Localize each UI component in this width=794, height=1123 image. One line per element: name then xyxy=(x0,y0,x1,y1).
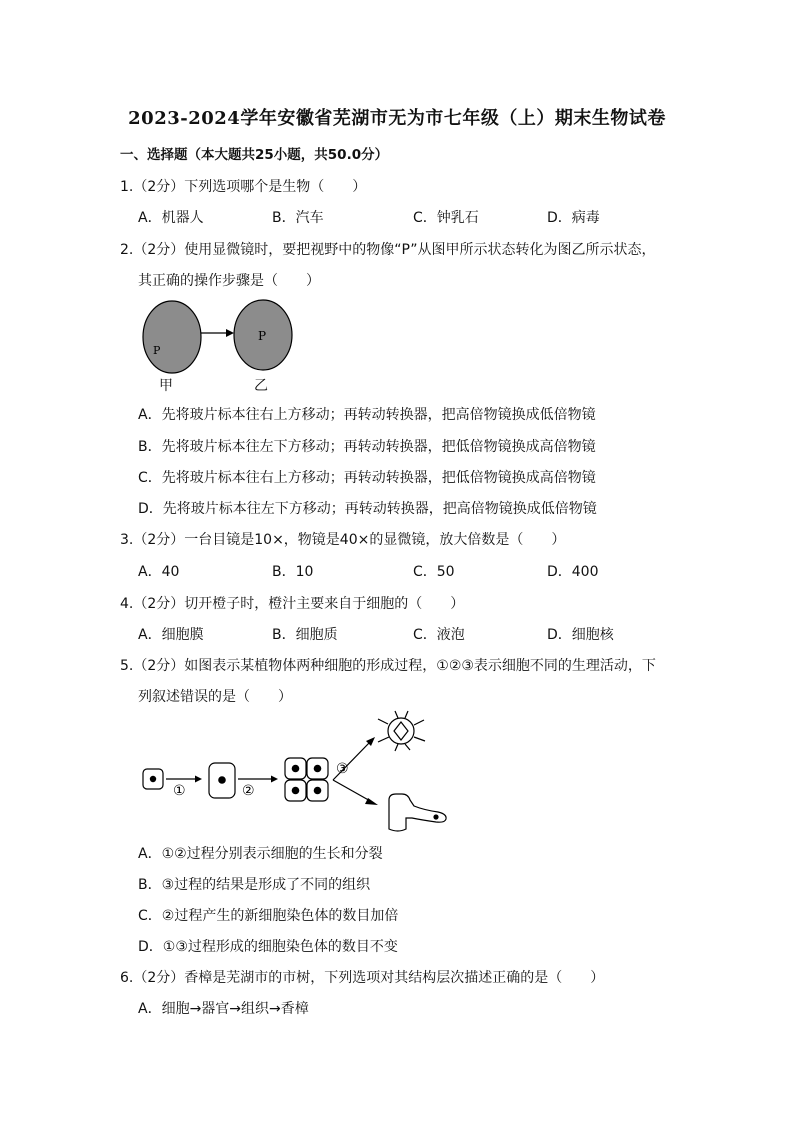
question-2-stem-line2: 其正确的操作步骤是（ ） xyxy=(138,273,320,289)
q4-option-b: B．细胞质 xyxy=(272,627,338,643)
root-hair-cell-nucleus xyxy=(433,814,438,819)
question-4-stem: 4.（2分）切开橙子时，橙汁主要来自于细胞的（ ） xyxy=(120,596,465,612)
q1-option-d: D．病毒 xyxy=(547,210,600,226)
section-heading: 一、选择题（本大题共25小题，共50.0分） xyxy=(120,147,389,163)
q2-option-d: D．先将玻片标本往左下方移动；再转动转换器，把高倍物镜换成低倍物镜 xyxy=(138,501,597,517)
q3-option-a: A．40 xyxy=(138,564,180,580)
q4-option-a: A．细胞膜 xyxy=(138,627,204,643)
question-2-stem-line1: 2.（2分）使用显微镜时，要把视野中的物像“P”从图甲所示状态转化为图乙所示状态， xyxy=(120,242,656,258)
q5-option-d: D．①③过程形成的细胞染色体的数目不变 xyxy=(138,939,398,955)
letter-p-yi: P xyxy=(258,329,267,343)
caption-yi: 乙 xyxy=(254,378,268,394)
q3-option-b: B．10 xyxy=(272,564,314,580)
question-5-stem-line1: 5.（2分）如图表示某植物体两种细胞的形成过程，①②③表示细胞不同的生理活动，下 xyxy=(120,658,656,674)
label-process-2: ② xyxy=(242,783,255,799)
question-5-stem-line2: 列叙述错误的是（ ） xyxy=(138,689,292,705)
q4-option-c: C．液泡 xyxy=(413,627,465,643)
exam-title: 2023-2024学年安徽省芜湖市无为市七年级（上）期末生物试卷 xyxy=(128,108,666,129)
cell-formation-figure xyxy=(140,710,460,835)
q5-option-a: A．①②过程分别表示细胞的生长和分裂 xyxy=(138,846,383,862)
q3-option-c: C．50 xyxy=(413,564,455,580)
q1-option-c: C．钟乳石 xyxy=(413,210,479,226)
view-jia-circle xyxy=(143,301,201,373)
question-1-stem: 1.（2分）下列选项哪个是生物（ ） xyxy=(120,179,367,195)
grown-cell-nucleus xyxy=(218,776,226,784)
q2-option-b: B．先将玻片标本往左下方移动；再转动转换器，把低倍物镜换成高倍物镜 xyxy=(138,439,596,455)
caption-jia: 甲 xyxy=(159,378,173,394)
arrow-2-head xyxy=(271,776,278,783)
q1-option-b: B．汽车 xyxy=(272,210,324,226)
divided-cells xyxy=(285,758,328,801)
q1-option-a: A．机器人 xyxy=(138,210,204,226)
specialized-cell-upper xyxy=(378,711,425,751)
arrow-3-lower-line xyxy=(333,780,372,802)
transform-arrowhead xyxy=(226,329,234,337)
q5-option-c: C．②过程产生的新细胞染色体的数目加倍 xyxy=(138,908,399,924)
microscope-view-figure xyxy=(140,298,300,378)
q2-option-c: C．先将玻片标本往右上方移动；再转动转换器，把低倍物镜换成高倍物镜 xyxy=(138,470,596,486)
question-3-stem: 3.（2分）一台目镜是10×，物镜是40×的显微镜，放大倍数是（ ） xyxy=(120,532,566,548)
q5-option-b: B．③过程的结果是形成了不同的组织 xyxy=(138,877,371,893)
arrow-1-head xyxy=(195,776,202,783)
q3-option-d: D．400 xyxy=(547,564,599,580)
label-process-1: ① xyxy=(173,783,186,799)
q4-option-d: D．细胞核 xyxy=(547,627,614,643)
question-6-stem: 6.（2分）香樟是芜湖市的市树，下列选项对其结构层次描述正确的是（ ） xyxy=(120,970,605,986)
letter-p-jia: P xyxy=(153,344,161,357)
label-process-3: ③ xyxy=(336,761,349,777)
initial-cell-nucleus xyxy=(150,776,156,782)
q6-option-a: A．细胞→器官→组织→香樟 xyxy=(138,1001,309,1017)
q2-option-a: A．先将玻片标本往右上方移动；再转动转换器，把高倍物镜换成低倍物镜 xyxy=(138,407,596,423)
specialized-cell-lower xyxy=(389,794,446,831)
